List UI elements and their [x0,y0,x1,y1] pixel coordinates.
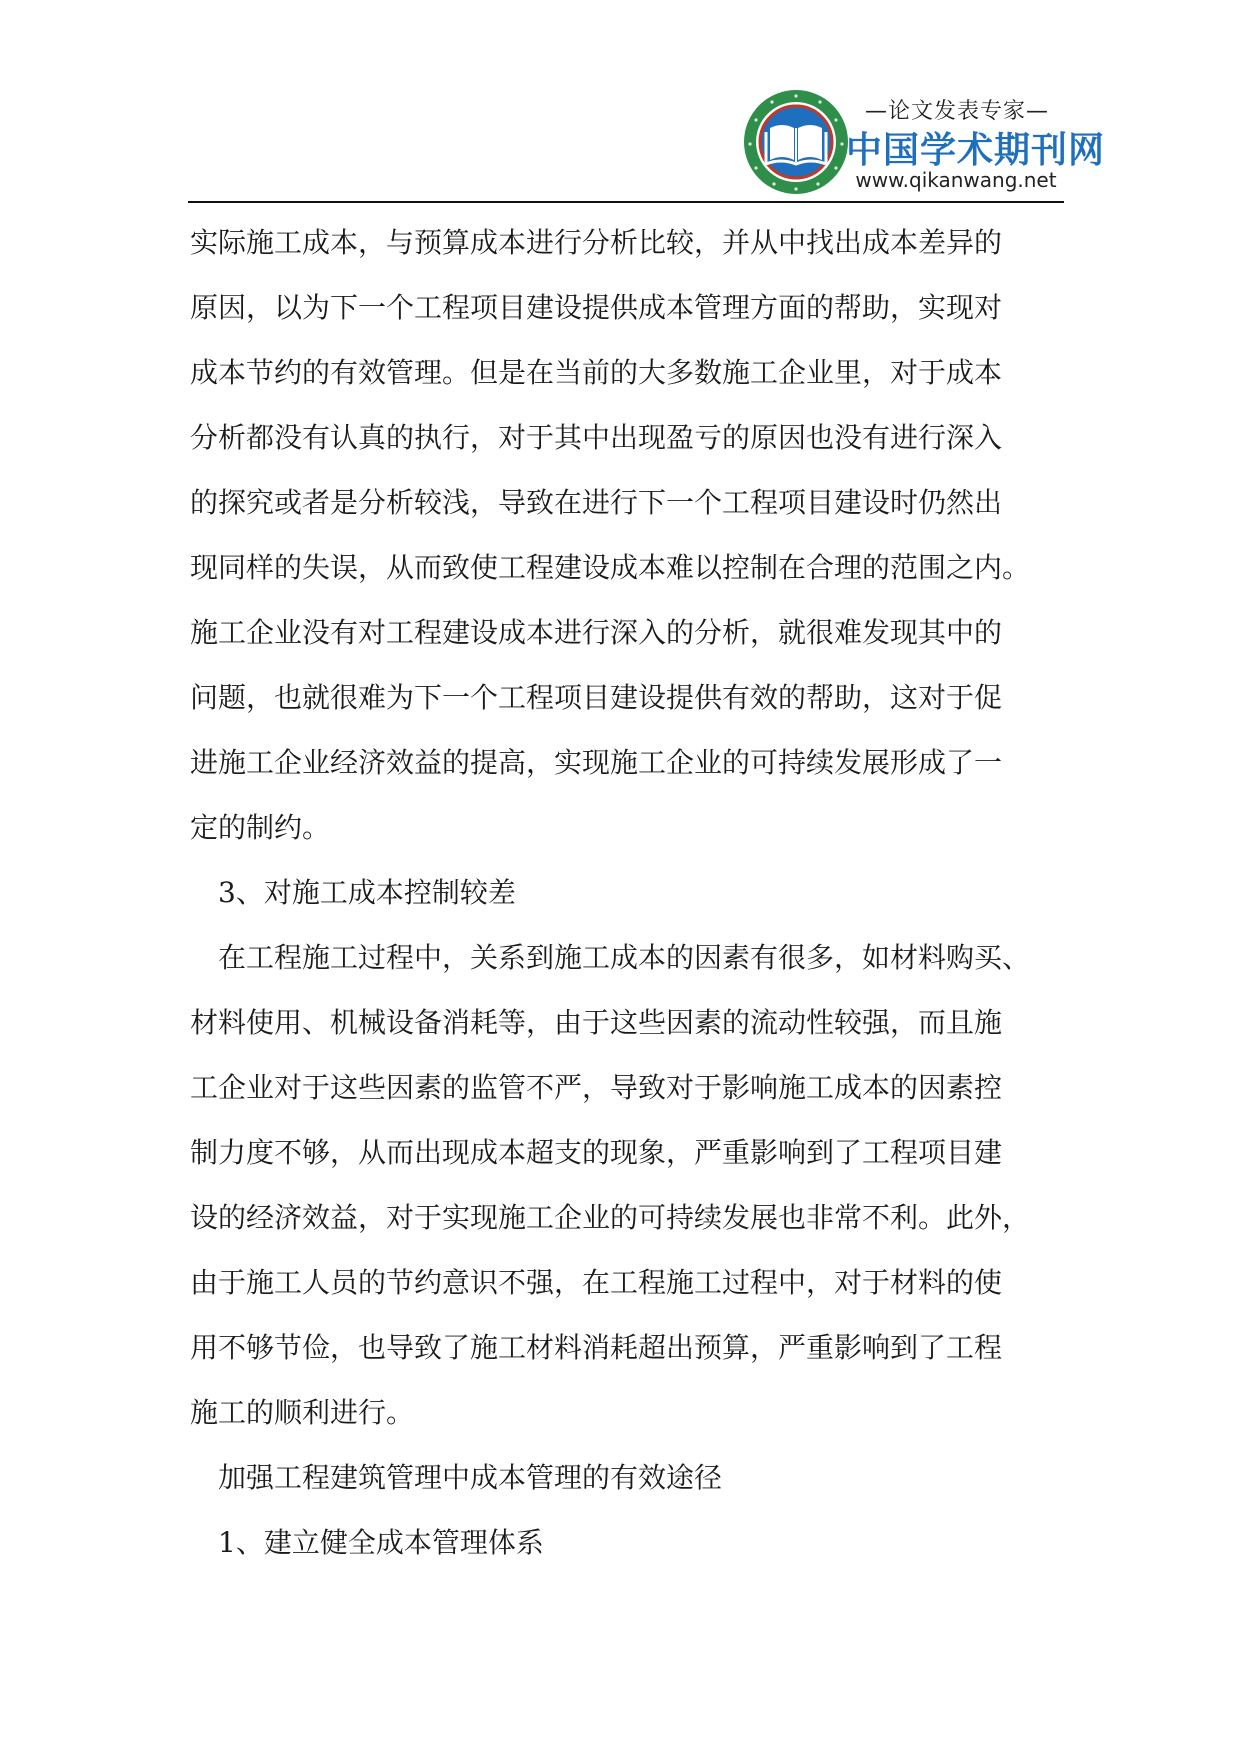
logo-slogan: —论文发表专家— [864,99,1049,124]
text-line: 制力度不够，从而出现成本超支的现象，严重影响到了工程项目建 [190,1136,1003,1169]
text-line: 由于施工人员的节约意识不强，在工程施工过程中，对于材料的使 [190,1266,1003,1299]
text-line: 成本节约的有效管理。但是在当前的大多数施工企业里，对于成本 [190,356,1003,389]
text-line: 问题，也就很难为下一个工程项目建设提供有效的帮助，这对于促 [190,681,1003,714]
section-heading: 3、对施工成本控制较差 [218,876,516,909]
text-line: 进施工企业经济效益的提高，实现施工企业的可持续发展形成了一 [190,746,1003,779]
text-line: 在工程施工过程中，关系到施工成本的因素有很多，如材料购买、 [218,941,1031,974]
document-body [190,210,1040,1575]
text-line: 用不够节俭，也导致了施工材料消耗超出预算，严重影响到了工程 [190,1331,1003,1364]
text-line: 施工的顺利进行。 [190,1396,415,1429]
text-line: 原因，以为下一个工程项目建设提供成本管理方面的帮助，实现对 [190,291,1003,324]
qikanwang-logo [742,88,1106,200]
logo-name: 中国学术期刊网 [846,130,1106,171]
text-line: 施工企业没有对工程建设成本进行深入的分析，就很难发现其中的 [190,616,1003,649]
text-line: 定的制约。 [190,811,331,844]
subsection-heading: 1、建立健全成本管理体系 [218,1526,544,1559]
section-heading: 加强工程建筑管理中成本管理的有效途径 [218,1461,723,1494]
text-line: 实际施工成本，与预算成本进行分析比较，并从中找出成本差异的 [190,226,1003,259]
text-line: 设的经济效益，对于实现施工企业的可持续发展也非常不利。此外， [190,1201,1031,1234]
header-rule [188,201,1064,203]
text-line: 的探究或者是分析较浅，导致在进行下一个工程项目建设时仍然出 [190,486,1003,519]
text-line: 分析都没有认真的执行，对于其中出现盈亏的原因也没有进行深入 [190,421,1003,454]
logo-url: www.qikanwang.net [855,168,1057,192]
text-line: 工企业对于这些因素的监管不严，导致对于影响施工成本的因素控 [190,1071,1003,1104]
qikanwang-seal-icon [742,88,850,196]
text-line: 材料使用、机械设备消耗等，由于这些因素的流动性较强，而且施 [190,1006,1003,1039]
text-line: 现同样的失误，从而致使工程建设成本难以控制在合理的范围之内。 [190,551,1031,584]
